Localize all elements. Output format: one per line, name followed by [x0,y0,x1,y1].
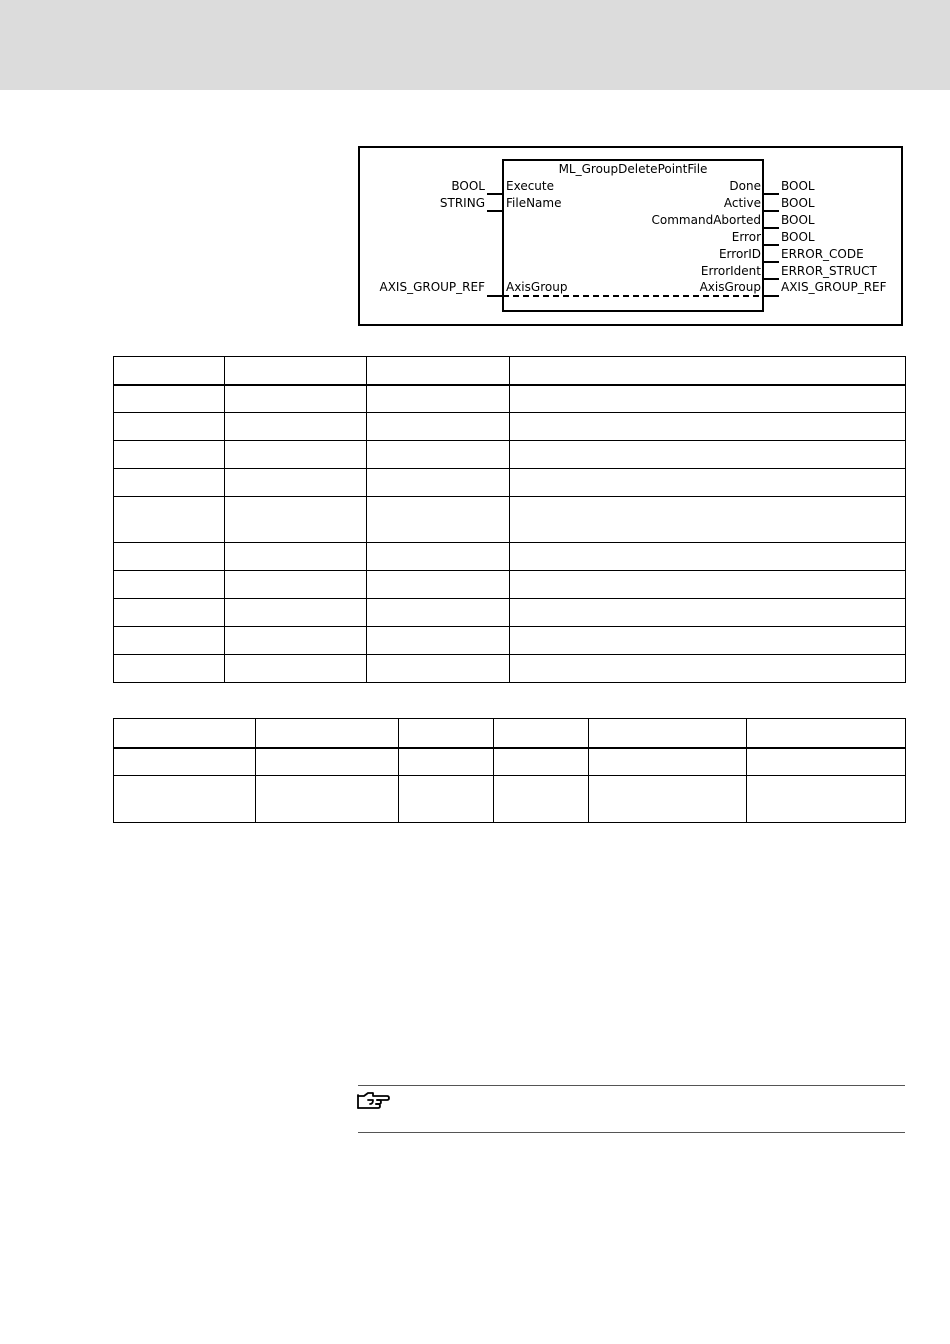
input-type-axisgroup: AXIS_GROUP_REF [379,280,485,294]
input-pin-filename: FileName [506,196,562,210]
note-top-rule [358,1085,905,1086]
output-pin-errorid: ErrorID [718,247,761,261]
function-block-diagram [0,0,950,340]
table-row [114,599,906,627]
note-bottom-rule [358,1132,905,1133]
output-type-commandaborted: BOOL [781,213,815,227]
table-header-row [114,719,906,748]
output-type-errorident: ERROR_STRUCT [781,264,877,278]
table-row [114,497,906,543]
table-row [114,571,906,599]
input-type-execute: BOOL [451,179,485,193]
table-row [114,543,906,571]
input-pin-axisgroup: AxisGroup [506,280,568,294]
output-pin-commandaborted: CommandAborted [651,213,761,227]
pointing-hand-icon [356,1089,392,1113]
output-type-error: BOOL [781,230,815,244]
output-type-errorid: ERROR_CODE [781,247,864,261]
output-type-done: BOOL [781,179,815,193]
output-pin-done: Done [729,179,761,193]
output-pin-error: Error [731,230,761,244]
output-type-active: BOOL [781,196,815,210]
input-type-filename: STRING [439,196,485,210]
table-row [114,385,906,413]
table-row [114,441,906,469]
output-pin-axisgroup: AxisGroup [699,280,761,294]
table-row [114,655,906,683]
output-pin-errorident: ErrorIdent [700,264,761,278]
pin-description-table [113,356,906,683]
function-block-name: ML_GroupDeletePointFile [558,162,708,176]
error-table [113,718,906,823]
table-row [114,627,906,655]
output-type-axisgroup: AXIS_GROUP_REF [781,280,887,294]
table-row [114,748,906,776]
output-pin-active: Active [723,196,761,210]
input-pin-execute: Execute [506,179,554,193]
table-row [114,469,906,497]
table-row [114,413,906,441]
table-row [114,776,906,823]
table-header-row [114,357,906,385]
